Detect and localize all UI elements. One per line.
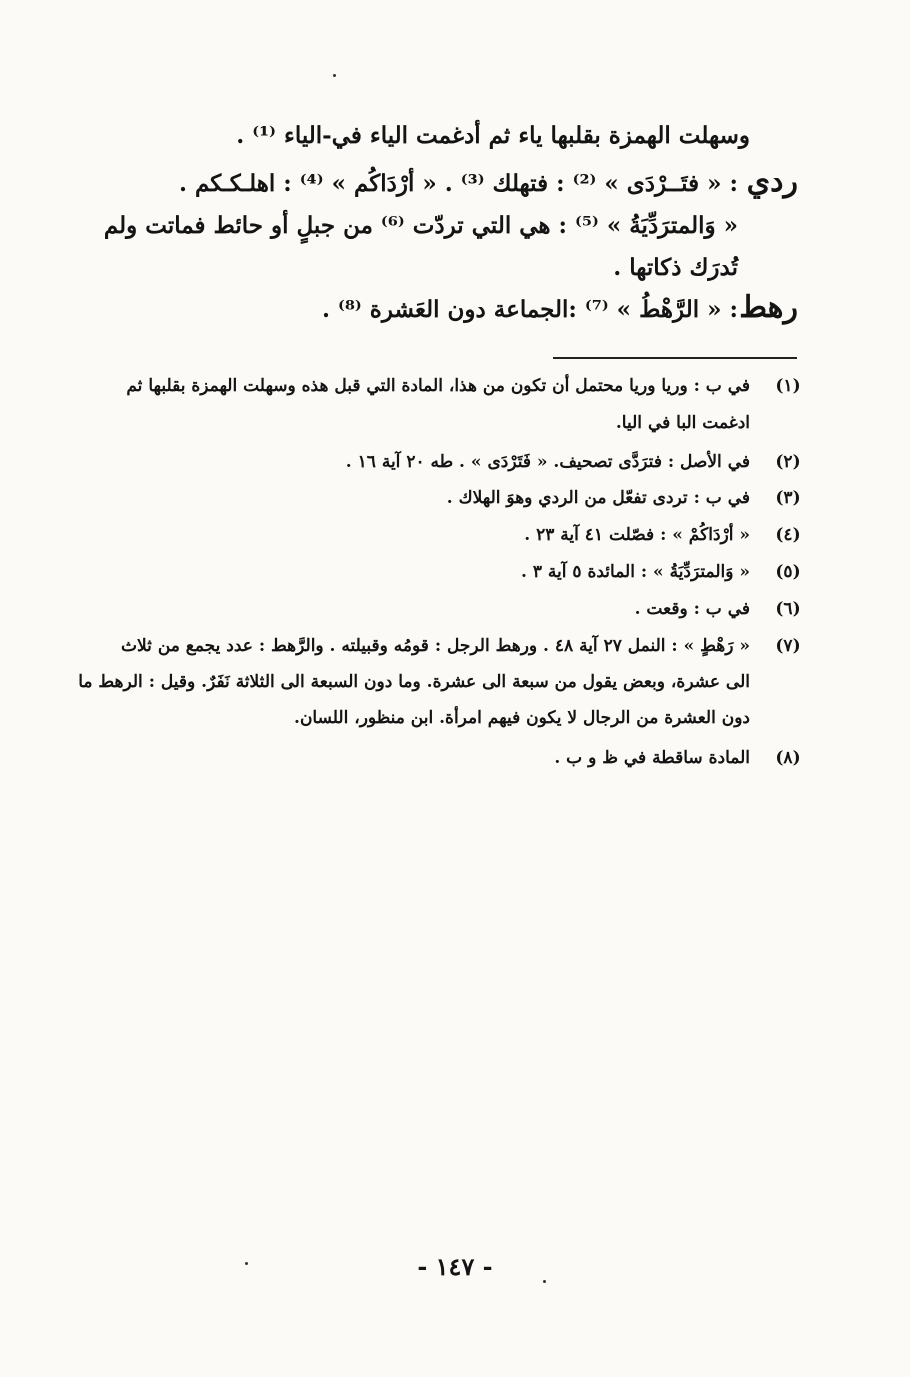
footnote-text: ادغمت البا في اليا. xyxy=(615,413,750,433)
scan-speck xyxy=(245,1262,248,1265)
entry-text-line: : « فتَــرْدَى » ⁽²⁾ : فتهلك ⁽³⁾ . « أرْدَاكُم » ⁽⁴⁾ : اهلـكـكم . xyxy=(178,170,738,197)
footnote-text: « رَهْطٍ » : النمل ٢٧ آية ٤٨ . ورهط الرجل : قومُه وقبيلته . والرَّهط : عدد يجمع من ثلاث xyxy=(121,636,750,656)
scan-speck xyxy=(333,74,336,77)
footnote-divider xyxy=(553,357,797,359)
footnote-number: (٥) xyxy=(775,562,801,582)
main-text-line: وسهلت الهمزة بقلبها ياء ثم أدغمت الياء في-الياء ⁽¹⁾ . xyxy=(236,122,750,149)
entry-text-line: « وَالمترَدِّيَةُ » ⁽⁵⁾ : هي التي تردّت ⁽⁶⁾ من جبلٍ أو حائط فماتت ولم xyxy=(103,212,738,239)
entry-heading-rht: رهط xyxy=(739,290,798,325)
footnote-number: (٣) xyxy=(775,488,801,508)
footnote-number: (٨) xyxy=(775,748,801,768)
footnote-text: في الأصل : فترَدَّى تصحيف. « فَتَرْدَى » . طه ٢٠ آية ١٦ . xyxy=(345,452,750,472)
footnote-text: في ب : تردى تفعّل من الردي وهوَ الهلاك . xyxy=(446,488,750,508)
footnote-text: في ب : وريا وريا محتمل أن تكون من هذا، المادة التي قبل هذه وسهلت الهمزة بقلبها ثم xyxy=(126,376,750,396)
footnote-text: « أرْدَاكُمْ » : فصّلت ٤١ آية ٢٣ . xyxy=(524,525,750,545)
footnote-text: دون العشرة من الرجال لا يكون فيهم امرأة. ابن منظور، اللسان. xyxy=(294,708,750,728)
entry-text-line: : « الرَّهْطُ » ⁽⁷⁾ :الجماعة دون العَشرة ⁽⁸⁾ . xyxy=(321,296,738,323)
scan-speck xyxy=(543,1280,546,1283)
footnote-number: (٢) xyxy=(775,452,801,472)
footnote-text: الى عشرة، وبعض يقول من سبعة الى عشرة. وما دون السبعة الى الثلاثة نَفَرٌ. وقيل : الرهط ما xyxy=(78,672,750,692)
page-number: - ١٤٧ - xyxy=(417,1252,493,1281)
entry-text-line: تُدرَك ذكاتها . xyxy=(613,254,738,281)
footnote-number: (١) xyxy=(775,376,801,396)
footnote-text: « وَالمترَدِّيَةُ » : المائدة ٥ آية ٣ . xyxy=(521,562,750,582)
footnote-number: (٧) xyxy=(775,636,801,656)
footnote-number: (٦) xyxy=(775,599,801,619)
footnote-text: المادة ساقطة في ظ و ب . xyxy=(554,748,750,768)
footnote-number: (٤) xyxy=(775,525,801,545)
entry-heading-rdy: ردي xyxy=(746,164,798,199)
footnote-text: في ب : وقعت . xyxy=(634,599,750,619)
